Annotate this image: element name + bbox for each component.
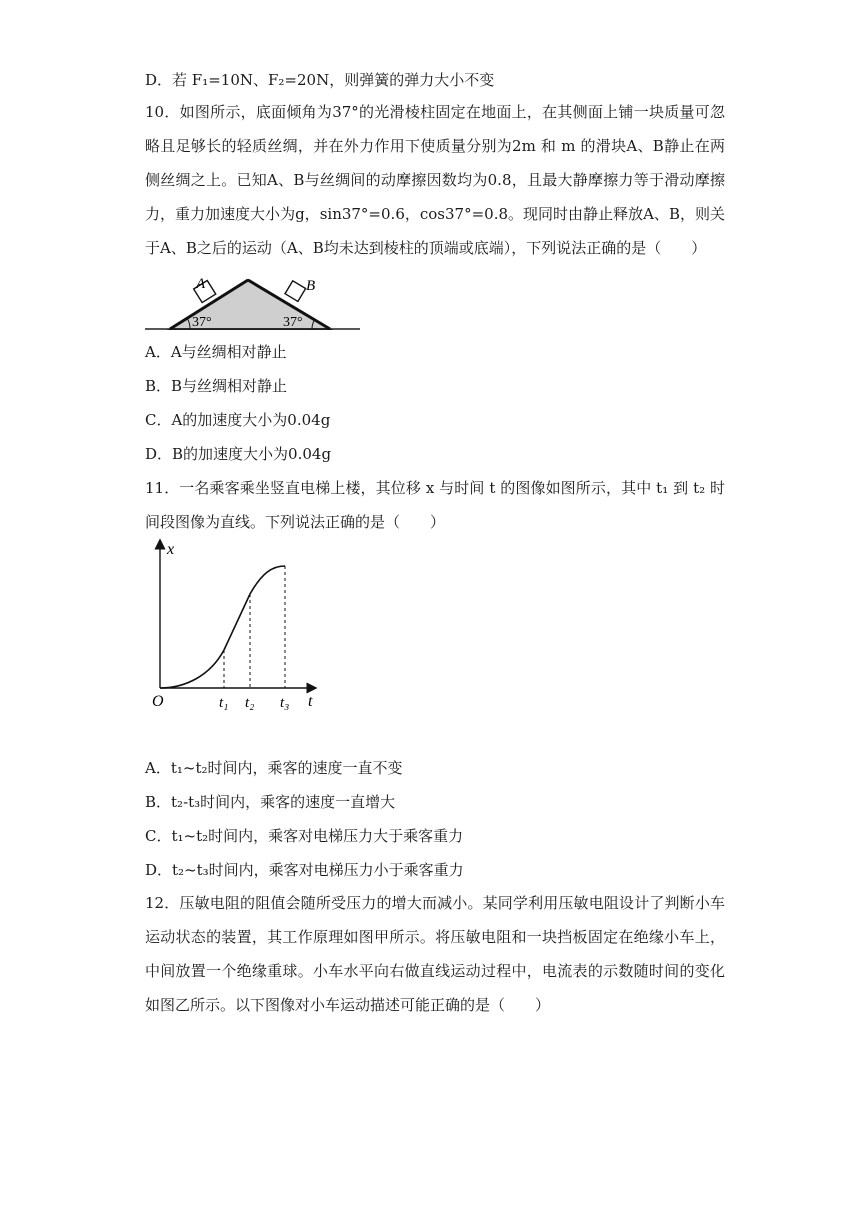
label-a: A	[196, 276, 206, 292]
angle-right-label: 37°	[283, 315, 303, 330]
q10-stem-text: 10．如图所示，底面倾角为37°的光滑棱柱固定在地面上，在其侧面上铺一块质量可忽略且足够长的轻质丝绸，并在外力作用下使质量分别为2m 和 m 的滑块A、B静止在两侧丝绸之上。已知A、B与丝绸间的动摩擦因数均为0.8，且最大静摩擦力等于滑动摩擦力，重力加速度大小为g，sin37°=0.6，cos37°=0.8。现同时由静止释放A、B，则关于A、B之后的运动（A、B均未达到棱柱的顶端或底端），下列说法正确的是（ ）	[145, 103, 725, 257]
q11-option-c: C．t₁~t₂时间内，乘客对电梯压力大于乘客重力	[145, 827, 464, 845]
q11-stem	[145, 471, 725, 539]
q11-stem-text: 11．一名乘客乘坐竖直电梯上楼，其位移 x 与时间 t 的图像如图所示，其中 t₁ 到 t₂ 时间段图像为直线。下列说法正确的是（ ）	[145, 479, 725, 531]
xt-graph-svg	[140, 538, 330, 718]
q10-option-b: B．B与丝绸相对静止	[145, 377, 288, 395]
q11-option-b: B．t₂-t₃时间内，乘客的速度一直增大	[145, 793, 396, 811]
q10-prism-figure	[140, 272, 370, 338]
prism-diagram	[140, 272, 370, 334]
tick-t3: t₃	[280, 695, 290, 711]
block-b	[285, 281, 306, 302]
label-b: B	[306, 278, 316, 294]
angle-left-label: 37°	[192, 315, 212, 330]
q9-option-d: D．若 F₁=10N、F₂=20N，则弹簧的弹力大小不变	[145, 71, 495, 89]
x-axis-label: t	[308, 693, 313, 710]
xt-curve	[160, 566, 285, 688]
q12-stem	[145, 886, 725, 1022]
origin-label: O	[152, 693, 164, 710]
tick-t2: t₂	[245, 695, 255, 711]
q10-option-d: D．B的加速度大小为0.04g	[145, 445, 332, 463]
q10-stem	[145, 95, 725, 265]
y-axis-label: x	[167, 541, 175, 558]
tick-t1: t₁	[219, 695, 229, 711]
q11-option-d: D．t₂~t₃时间内，乘客对电梯压力小于乘客重力	[145, 861, 464, 879]
q10-option-c: C．A的加速度大小为0.04g	[145, 411, 331, 429]
q12-stem-text: 12．压敏电阻的阻值会随所受压力的增大而减小。某同学利用压敏电阻设计了判断小车运动状态的装置，其工作原理如图甲所示。将压敏电阻和一块挡板固定在绝缘小车上，中间放置一个绝缘重球。小车水平向右做直线运动过程中，电流表的示数随时间的变化如图乙所示。以下图像对小车运动描述可能正确的是（ ）	[145, 894, 725, 1014]
q11-option-a: A．t₁~t₂时间内，乘客的速度一直不变	[145, 759, 403, 777]
q10-option-a: A．A与丝绸相对静止	[145, 343, 287, 361]
q11-xt-graph	[140, 538, 330, 722]
